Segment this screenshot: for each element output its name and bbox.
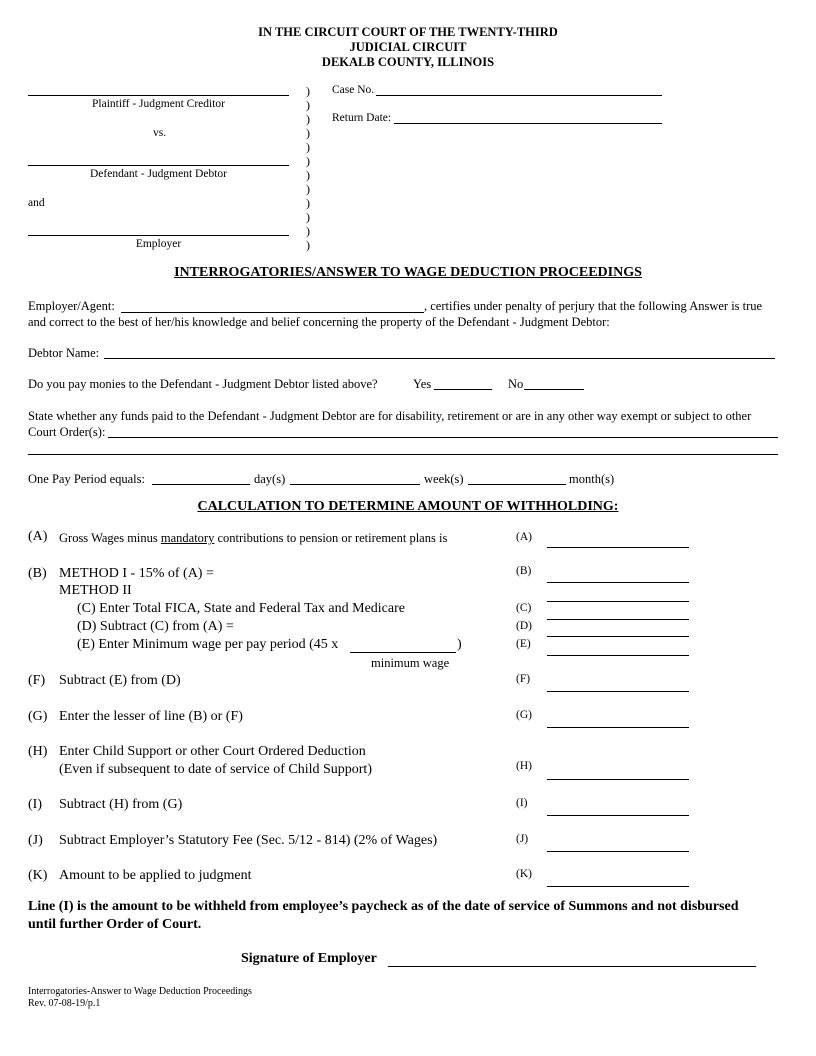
debtor-name-field[interactable] [104, 358, 775, 359]
caption-paren: ) [306, 210, 310, 224]
caption-paren: ) [306, 224, 310, 238]
line-i-text: Subtract (H) from (G) [59, 797, 183, 812]
withholding-notice: Line (I) is the amount to be withheld from employee’s paycheck as of the date of service of Summons and not disbursed [28, 899, 739, 914]
withholding-notice-line2: until further Order of Court. [28, 917, 202, 932]
days-label: day(s) [254, 472, 286, 486]
line-h-text: Enter Child Support or other Court Ordered Deduction [59, 744, 366, 759]
pay-period-label: One Pay Period equals: [28, 472, 145, 486]
minimum-wage-field[interactable] [350, 652, 456, 653]
line-g-text: Enter the lesser of line (B) or (F) [59, 709, 243, 724]
caption-paren: ) [306, 140, 310, 154]
return-date-field[interactable] [394, 123, 662, 124]
caption-paren: ) [306, 112, 310, 126]
line-g-field[interactable] [547, 713, 689, 728]
line-b-field[interactable] [547, 568, 689, 583]
line-b-letter: (B) [28, 566, 47, 581]
employer-agent-field[interactable] [121, 312, 424, 313]
line-a-text-pre: Gross Wages minus [59, 531, 158, 545]
pay-period-weeks-field[interactable] [290, 484, 420, 485]
line-j-text: Subtract Employer’s Statutory Fee (Sec. 5/12 - 814) (2% of Wages) [59, 833, 438, 848]
signature-label: Signature of Employer [241, 951, 377, 966]
caption-paren: ) [306, 182, 310, 196]
court-header-line3: DEKALB COUNTY, ILLINOIS [321, 55, 495, 69]
footer-revision: Rev. 07-08-19/p.1 [28, 998, 101, 1009]
line-i-right-label: (I) [516, 797, 528, 809]
line-c-right-label: (C) [516, 602, 532, 614]
line-h-right-label: (H) [516, 760, 532, 772]
and-text: and [28, 197, 45, 209]
caption-paren: ) [306, 98, 310, 112]
court-header-line2: JUDICIAL CIRCUIT [349, 40, 467, 54]
funds-statement-line2: Court Order(s): [28, 425, 106, 439]
court-orders-field[interactable] [108, 437, 778, 438]
funds-statement-line1: State whether any funds paid to the Defendant - Judgment Debtor are for disability, retirement or are in any other way exempt or subject to other [28, 409, 752, 423]
employer-agent-label: Employer/Agent: [28, 299, 115, 313]
months-label: month(s) [569, 472, 615, 486]
line-k-field[interactable] [547, 872, 689, 887]
line-f-text: Subtract (E) from (D) [59, 673, 181, 688]
line-b-text: METHOD I - 15% of (A) = [59, 566, 214, 581]
caption-paren: ) [306, 238, 310, 252]
method-ii-field[interactable] [547, 587, 689, 602]
yes-label: Yes [413, 377, 432, 391]
line-a-text-post: contributions to pension or retirement plans is [217, 531, 448, 545]
defendant-label: Defendant - Judgment Debtor [89, 168, 227, 180]
plaintiff-label: Plaintiff - Judgment Creditor [92, 98, 225, 110]
employer-agent-certify-text: , certifies under penalty of perjury that the following Answer is true [424, 299, 763, 313]
pay-period-months-field[interactable] [468, 484, 566, 485]
line-i-field[interactable] [547, 801, 689, 816]
line-d-field[interactable] [547, 622, 689, 637]
line-d-text: (D) Subtract (C) from (A) = [77, 619, 234, 634]
form-title: INTERROGATORIES/ANSWER TO WAGE DEDUCTION PROCEEDINGS [174, 265, 642, 280]
line-f-letter: (F) [28, 673, 46, 688]
signature-field[interactable] [388, 966, 756, 967]
calculation-title: CALCULATION TO DETERMINE AMOUNT OF WITHHOLDING: [197, 499, 619, 514]
court-header-line1: IN THE CIRCUIT COURT OF THE TWENTY-THIRD [258, 25, 558, 39]
line-k-letter: (K) [28, 868, 48, 883]
line-h-text-2: (Even if subsequent to date of service of Child Support) [59, 762, 372, 777]
line-c-field[interactable] [547, 605, 689, 620]
line-f-right-label: (F) [516, 673, 531, 685]
caption-paren: ) [306, 126, 310, 140]
no-field[interactable] [524, 389, 584, 390]
line-h-letter: (H) [28, 744, 48, 759]
line-e-right-label: (E) [516, 638, 531, 650]
yes-field[interactable] [434, 389, 492, 390]
employer-label: Employer [135, 238, 182, 250]
weeks-label: week(s) [424, 472, 464, 486]
line-i-letter: (I) [28, 797, 42, 812]
line-c-text: (C) Enter Total FICA, State and Federal Tax and Medicare [77, 601, 405, 616]
employer-field[interactable] [28, 235, 289, 236]
line-e-text: (E) Enter Minimum wage per pay period (45 x [77, 637, 339, 652]
pay-question-text: Do you pay monies to the Defendant - Judgment Debtor listed above? [28, 377, 378, 391]
court-orders-field-2[interactable] [28, 454, 778, 455]
line-j-letter: (J) [28, 833, 43, 848]
plaintiff-field[interactable] [28, 95, 289, 96]
line-e-field[interactable] [547, 641, 689, 656]
line-g-right-label: (G) [516, 709, 532, 721]
line-h-field[interactable] [547, 765, 689, 780]
minimum-wage-caption: minimum wage [371, 656, 450, 670]
line-f-field[interactable] [547, 677, 689, 692]
line-a-letter: (A) [28, 529, 48, 544]
pay-period-days-field[interactable] [152, 484, 250, 485]
footer-form-name: Interrogatories-Answer to Wage Deduction Proceedings [28, 986, 252, 997]
defendant-field[interactable] [28, 165, 289, 166]
vs-text: vs. [153, 127, 167, 139]
line-d-right-label: (D) [516, 620, 532, 632]
line-j-right-label: (J) [516, 833, 529, 845]
line-g-letter: (G) [28, 709, 48, 724]
line-b-right-label: (B) [516, 565, 532, 577]
employer-agent-certify-text-2: and correct to the best of her/his knowledge and belief concerning the property of the Defendant - Judgment Debtor: [28, 315, 610, 329]
line-a-field[interactable] [547, 533, 689, 548]
caption-paren: ) [306, 84, 310, 98]
line-k-text: Amount to be applied to judgment [59, 868, 252, 883]
method-ii-heading: METHOD II [59, 583, 132, 598]
line-a-right-label: (A) [516, 531, 532, 543]
return-date-label: Return Date: [332, 112, 392, 124]
no-label: No [508, 377, 524, 391]
case-no-field[interactable] [376, 95, 662, 96]
case-no-label: Case No. [332, 84, 375, 96]
line-e-close-paren: ) [457, 637, 462, 652]
line-j-field[interactable] [547, 837, 689, 852]
line-k-right-label: (K) [516, 868, 532, 880]
line-a-text [59, 531, 447, 546]
debtor-name-label: Debtor Name: [28, 346, 100, 360]
caption-paren: ) [306, 196, 310, 210]
caption-paren: ) [306, 154, 310, 168]
caption-paren: ) [306, 168, 310, 182]
line-a-text-mandatory: mandatory [160, 531, 215, 545]
